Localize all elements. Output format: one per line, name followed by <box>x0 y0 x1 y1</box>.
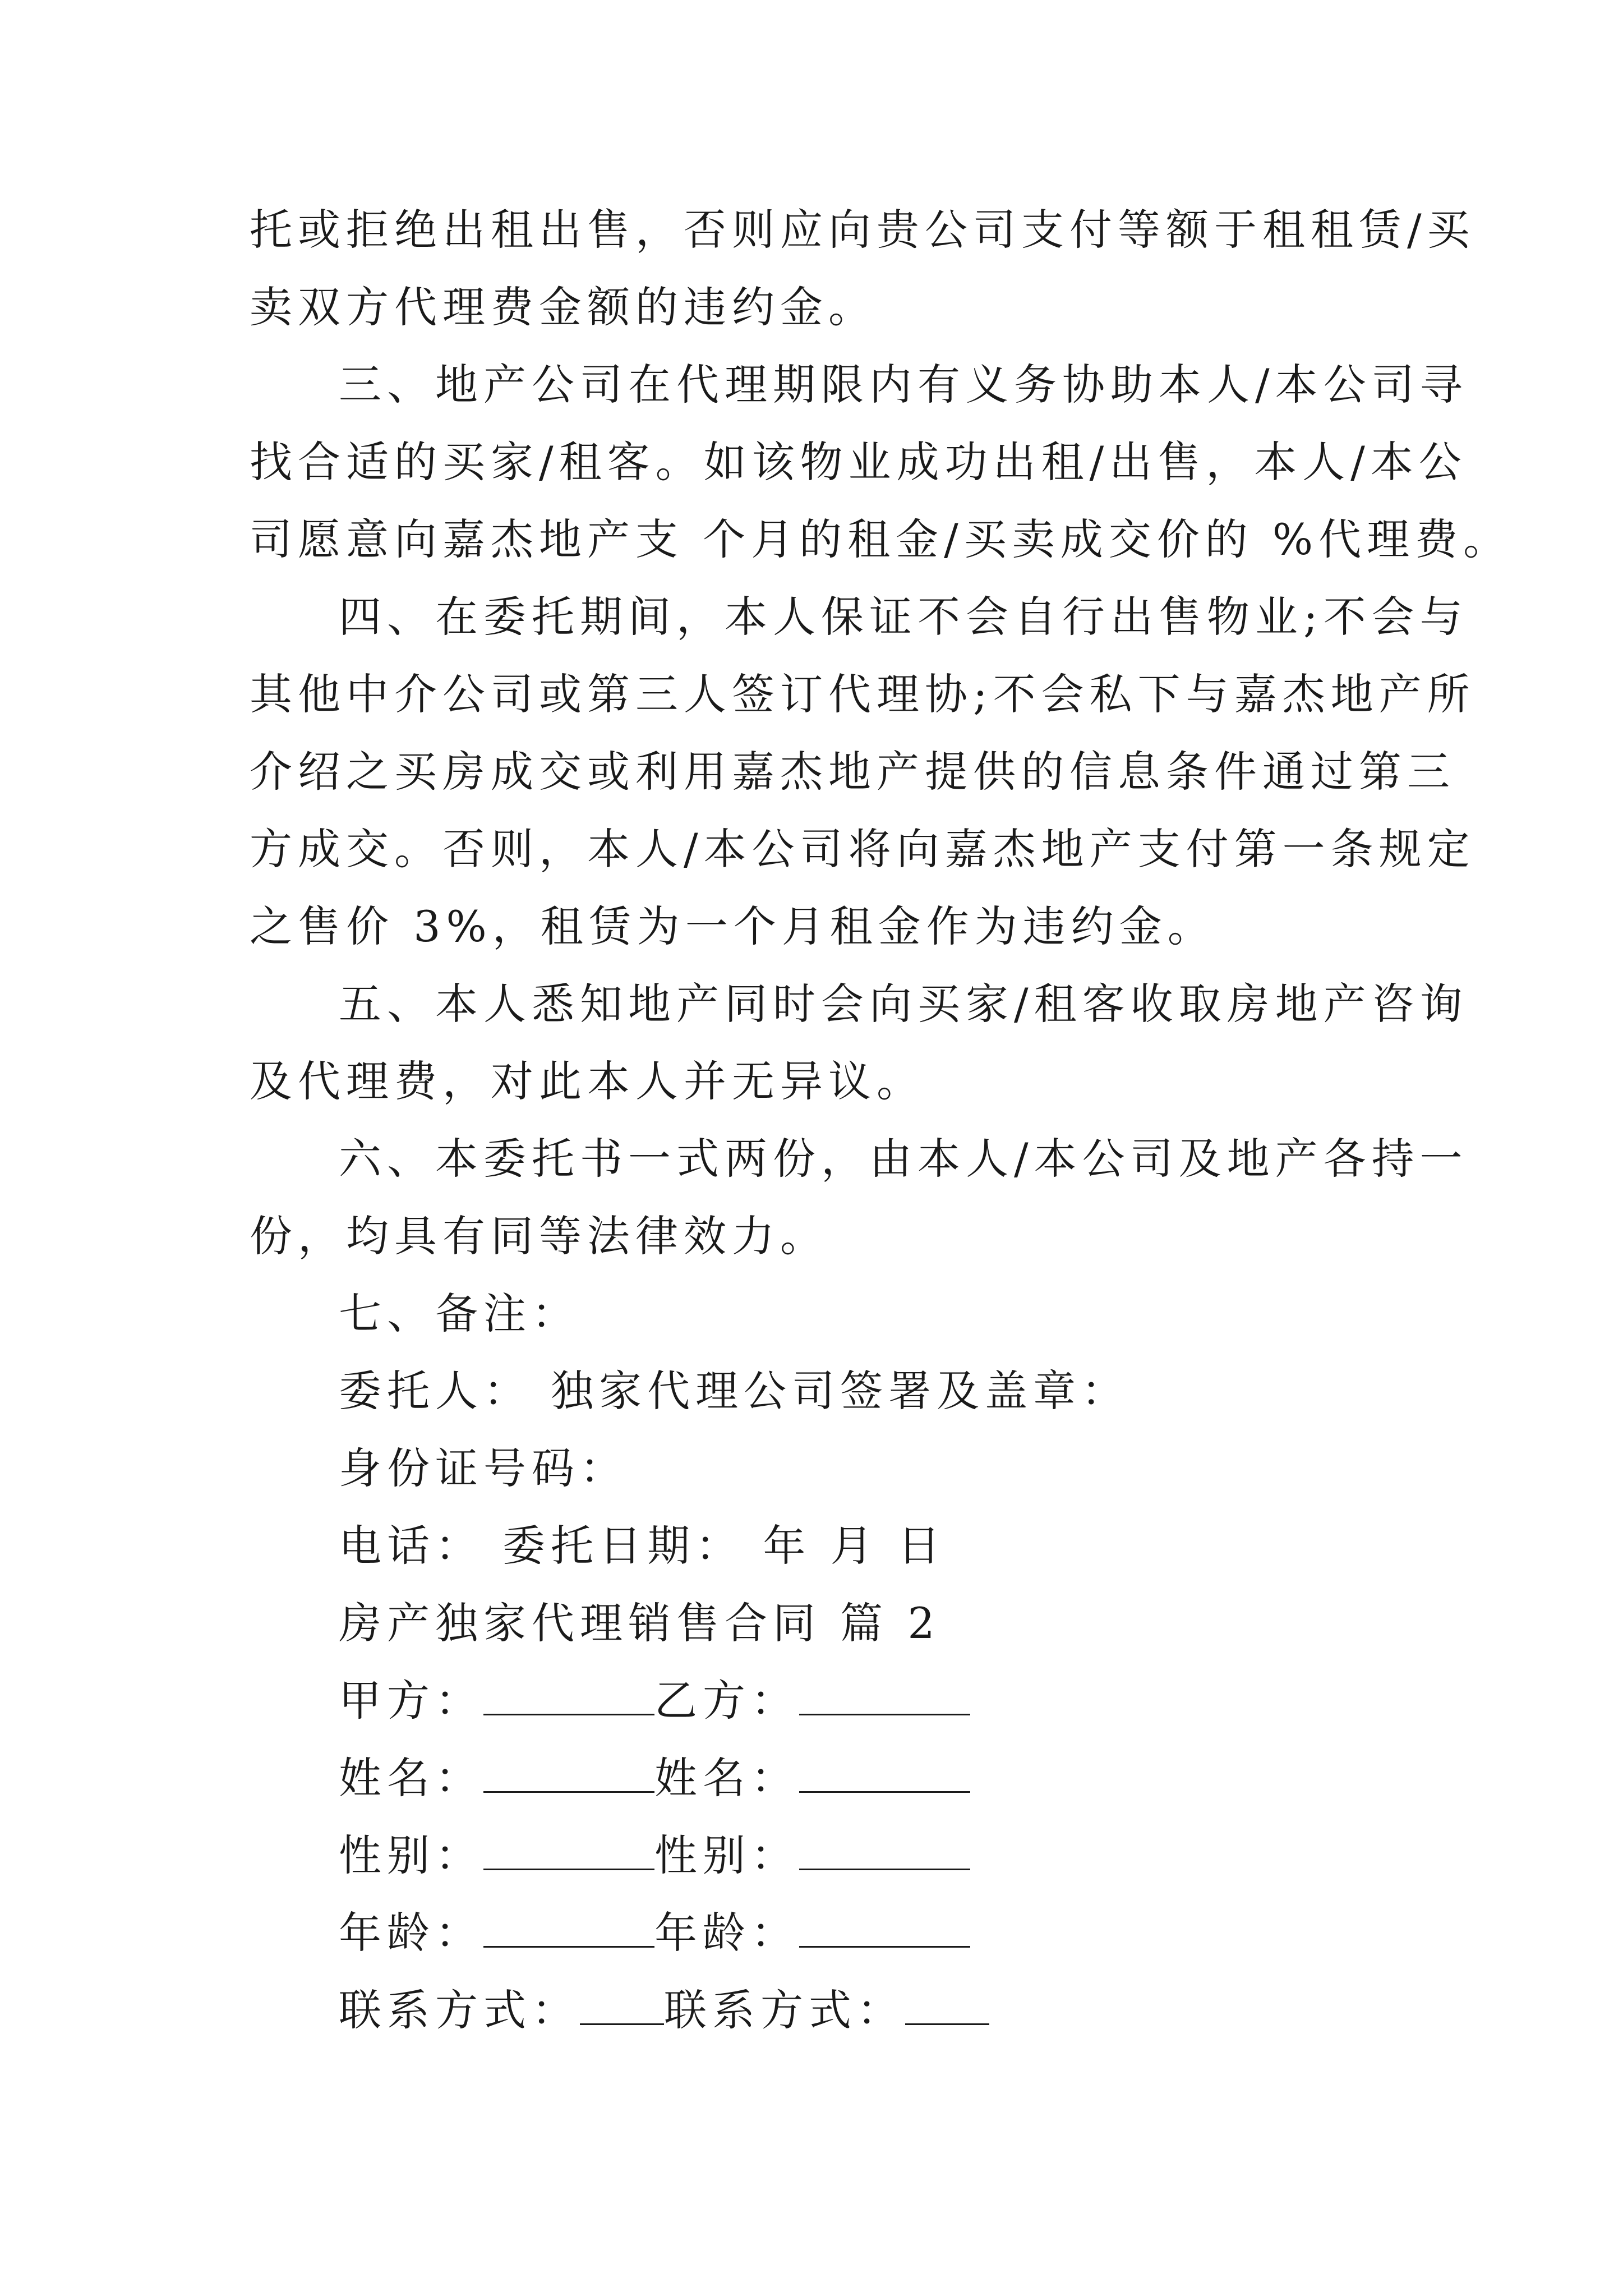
clause-6-line: 六、本委托书一式两份，由本人/本公司及地产各持一 <box>339 1134 1468 1184</box>
gender-a-label: 性别： <box>339 1830 483 1880</box>
contact-row <box>339 1982 989 2039</box>
gender-b-blank <box>799 1829 970 1870</box>
paragraph-line: 卖双方代理费金额的违约金。 <box>250 282 877 332</box>
party-a-blank <box>483 1674 654 1715</box>
gender-b-label: 性别： <box>654 1830 799 1880</box>
clause-5-line: 及代理费，对此本人并无异议。 <box>250 1056 925 1106</box>
clause-3-line: 三、地产公司在代理期限内有义务协助本人/本公司寻 <box>339 360 1468 409</box>
age-a-label: 年龄： <box>339 1908 483 1958</box>
name-b-label: 姓名： <box>654 1753 799 1803</box>
clause-4-line: 其他中介公司或第三人签订代理协;不会私下与嘉杰地产所 <box>250 669 1476 719</box>
party-a-label: 甲方： <box>339 1676 483 1726</box>
gender-a-blank <box>483 1829 654 1870</box>
clause-6-line: 份，均具有同等法律效力。 <box>250 1211 828 1261</box>
name-b-blank <box>799 1752 970 1793</box>
section-2-title: 房产独家代理销售合同 篇 2 <box>339 1598 940 1648</box>
clause-3-line: 司愿意向嘉杰地产支 个月的租金/买卖成交价的 %代理费。 <box>250 514 1512 564</box>
party-row <box>339 1673 970 1729</box>
signer-line: 委托人： 独家代理公司签署及盖章： <box>339 1366 1130 1416</box>
clause-3-line: 找合适的买家/租客。如该物业成功出租/出售，本人/本公 <box>250 437 1467 487</box>
name-a-label: 姓名： <box>339 1753 483 1803</box>
contact-b-blank <box>905 1984 989 2025</box>
clause-5-line: 五、本人悉知地产同时会向买家/租客收取房地产咨询 <box>339 979 1468 1029</box>
age-b-blank <box>799 1907 970 1948</box>
clause-4-line: 之售价 3%，租赁为一个月租金作为违约金。 <box>250 901 1216 951</box>
party-b-label: 乙方： <box>654 1676 799 1726</box>
age-b-label: 年龄： <box>654 1908 799 1958</box>
name-a-blank <box>483 1752 654 1793</box>
contact-a-label: 联系方式： <box>339 1985 580 2035</box>
gender-row <box>339 1828 970 1884</box>
contact-b-label: 联系方式： <box>664 1985 905 2035</box>
phone-date-line: 电话： 委托日期： 年 月 日 <box>339 1521 946 1571</box>
name-row <box>339 1750 970 1806</box>
clause-4-line: 介绍之买房成交或利用嘉杰地产提供的信息条件通过第三 <box>250 747 1455 797</box>
party-b-blank <box>799 1674 970 1715</box>
clause-7-remarks: 七、备注： <box>339 1289 580 1338</box>
age-a-blank <box>483 1907 654 1948</box>
age-row <box>339 1905 970 1961</box>
contact-a-blank <box>580 1984 664 2025</box>
clause-4-line: 四、在委托期间，本人保证不会自行出售物业;不会与 <box>339 592 1468 642</box>
clause-4-line: 方成交。否则，本人/本公司将向嘉杰地产支付第一条规定 <box>250 824 1476 874</box>
id-number-line: 身份证号码： <box>339 1443 628 1493</box>
paragraph-line: 托或拒绝出租出售，否则应向贵公司支付等额于租租赁/买 <box>250 205 1476 255</box>
